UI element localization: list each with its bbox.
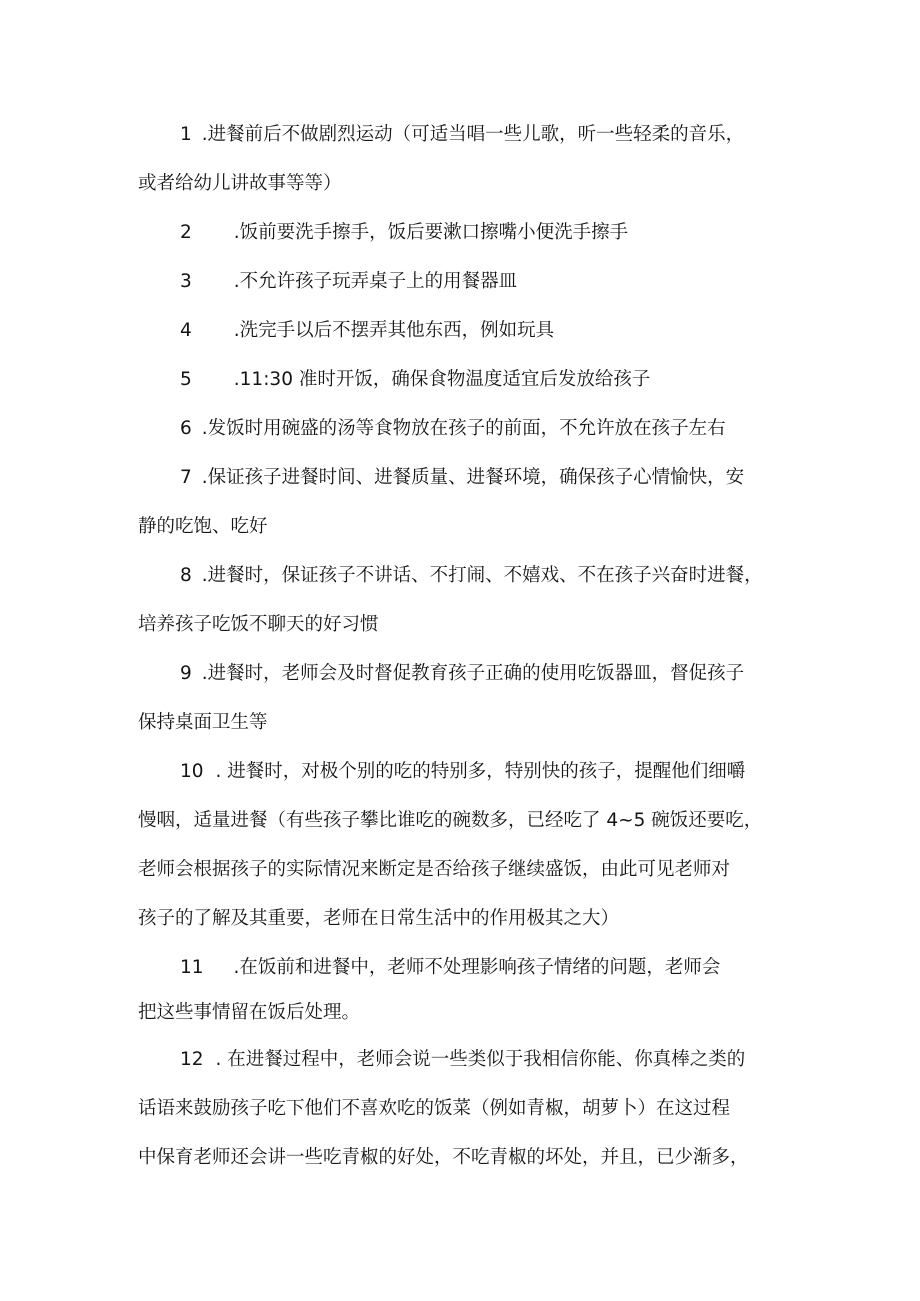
- item-10-continuation-2: 老师会根据孩子的实际情况来断定是否给孩子继续盛饭，由此可见老师对: [138, 859, 731, 880]
- item-3-text: .不允许孩子玩弄桌子上的用餐器皿: [233, 271, 518, 292]
- item-2-line: [180, 220, 628, 246]
- item-10-text: . 进餐时，对极个别的吃的特别多，特别快的孩子，提醒他们细嚼: [215, 761, 746, 782]
- item-11-continuation: 把这些事情留在饭后处理。: [138, 1002, 361, 1023]
- item-9-number: 9: [180, 663, 192, 684]
- item-11-text: .在饭前和进餐中，老师不处理影响孩子情绪的问题，老师会: [233, 957, 721, 978]
- item-6-number: 6: [180, 418, 192, 439]
- item-8-first-line: [180, 563, 763, 589]
- item-9-continuation: 保持桌面卫生等: [138, 712, 268, 733]
- item-9-text: .进餐时，老师会及时督促教育孩子正确的使用吃饭器皿，督促孩子: [201, 663, 745, 684]
- item-7-first-line: [180, 465, 744, 491]
- item-1-continuation: 或者给幼儿讲故事等等）: [138, 173, 342, 194]
- item-2-number: 2: [180, 222, 192, 243]
- item-7-continuation: 静的吃饱、吃好: [138, 516, 268, 537]
- item-6-text: .发饭时用碗盛的汤等食物放在孩子的前面，不允许放在孩子左右: [201, 418, 726, 439]
- item-9-first-line: [180, 661, 744, 687]
- item-12-first-line: [180, 1047, 745, 1073]
- item-11-first-line: [180, 955, 720, 981]
- item-5-text: .11:30 准时开饭，确保食物温度适宜后发放给孩子: [233, 369, 651, 390]
- item-8-text: .进餐时，保证孩子不讲话、不打闹、不嬉戏、不在孩子兴奋时进餐，: [201, 565, 763, 586]
- item-12-continuation-2: 中保育老师还会讲一些吃青椒的好处，不吃青椒的坏处，并且，已少渐多，: [138, 1147, 749, 1168]
- item-12-number: 12: [180, 1049, 204, 1070]
- item-1-first-line: [180, 122, 744, 148]
- item-6-line: [180, 416, 726, 442]
- item-4-number: 4: [180, 320, 192, 341]
- item-2-text: .饭前要洗手擦手，饭后要漱口擦嘴小便洗手擦手: [233, 222, 629, 243]
- item-4-line: [180, 318, 554, 344]
- item-4-text: .洗完手以后不摆弄其他东西，例如玩具: [233, 320, 555, 341]
- item-7-number: 7: [180, 467, 192, 488]
- item-1-number: 1: [180, 124, 192, 145]
- item-11-number: 11: [180, 957, 204, 978]
- item-8-number: 8: [180, 565, 192, 586]
- item-10-continuation-1: 慢咽，适量进餐（有些孩子攀比谁吃的碗数多，已经吃了 4~5 碗饭还要吃，: [138, 810, 763, 831]
- item-3-line: [180, 269, 517, 295]
- item-5-number: 5: [180, 369, 192, 390]
- item-3-number: 3: [180, 271, 192, 292]
- item-12-continuation-1: 话语来鼓励孩子吃下他们不喜欢吃的饭菜（例如青椒，胡萝卜）在这过程: [138, 1098, 731, 1119]
- item-10-continuation-3: 孩子的了解及其重要，老师在日常生活中的作用极其之大）: [138, 908, 620, 929]
- item-10-first-line: [180, 759, 745, 785]
- item-7-text: .保证孩子进餐时间、进餐质量、进餐环境，确保孩子心情愉快，安: [201, 467, 745, 488]
- item-1-text: .进餐前后不做剧烈运动（可适当唱一些儿歌，听一些轻柔的音乐，: [201, 124, 745, 145]
- item-5-line: [180, 367, 650, 393]
- item-10-number: 10: [180, 761, 204, 782]
- item-8-continuation: 培养孩子吃饭不聊天的好习惯: [138, 614, 379, 635]
- item-12-text: . 在进餐过程中，老师会说一些类似于我相信你能、你真棒之类的: [215, 1049, 746, 1070]
